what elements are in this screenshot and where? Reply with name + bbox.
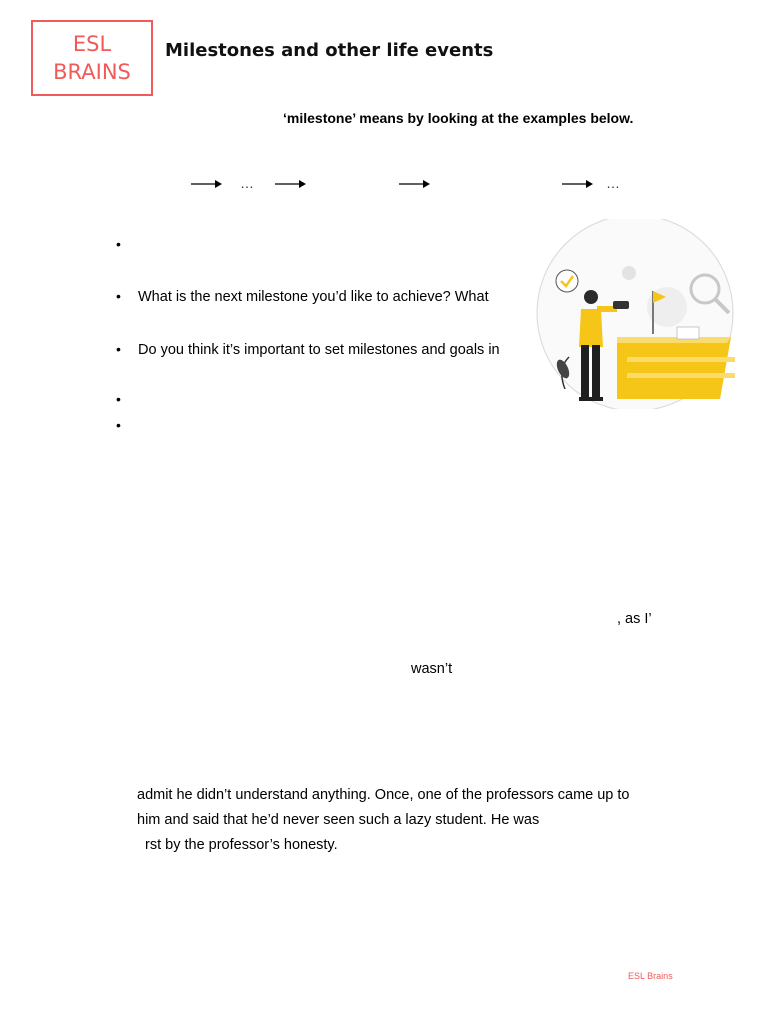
text-fragment-wasnt: wasn’t [411, 661, 453, 677]
story-line-1: admit he didn’t understand anything. Once, one of the professors came up to [137, 787, 630, 803]
story-line-2: him and said that he’d never seen such a lazy student. He was [137, 812, 540, 828]
bullet-point: • [116, 236, 121, 252]
milestone-illustration [535, 219, 735, 409]
page-title: Milestones and other life events [165, 40, 494, 61]
esl-brains-logo [31, 20, 153, 96]
bullet-point: • [116, 341, 121, 357]
logo-line-2: BRAINS [53, 60, 131, 84]
text-fragment-as-i: , as I’ [617, 611, 652, 627]
arrow-right-icon [399, 178, 431, 190]
bullet-point: • [116, 391, 121, 407]
footer-brand: ESL Brains [628, 971, 673, 981]
chain-ellipsis: … [606, 175, 620, 191]
story-line-3: rst by the professor’s honesty. [145, 837, 338, 853]
chain-ellipsis: … [240, 175, 254, 191]
arrow-right-icon [275, 178, 307, 190]
question-next-milestone: What is the next milestone you’d like to achieve? What [138, 289, 489, 305]
intro-instruction: ‘milestone’ means by looking at the examples below. [283, 110, 634, 126]
logo-line-1: ESL [72, 32, 112, 56]
question-set-milestones: Do you think it’s important to set milestones and goals in [138, 342, 500, 358]
bullet-point: • [116, 288, 121, 304]
bullet-point: • [116, 417, 121, 433]
arrow-right-icon [191, 178, 223, 190]
arrow-right-icon [562, 178, 594, 190]
